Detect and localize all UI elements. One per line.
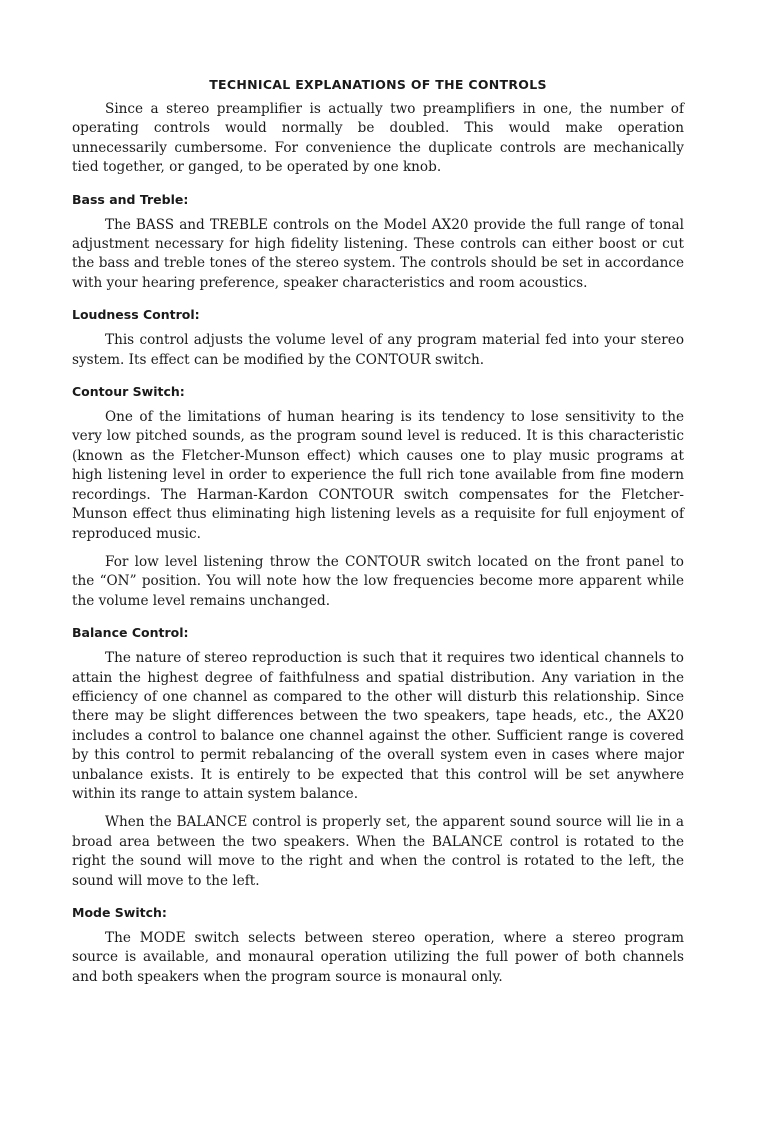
section-heading-loudness: Loudness Control: [72, 307, 200, 323]
loudness-paragraph: This control adjusts the volume level of any program material fed into your stereo system. Its effect can be modified by the CONTOUR switch. [72, 332, 684, 368]
intro-paragraph: Since a stereo preamplifier is actually two preamplifiers in one, the number of operating controls would normally be doubled. This would make operation unnecessarily cumbersome. For convenience the duplicate controls are mechanically tied together, or ganged, to be operated by one knob. [72, 101, 684, 176]
document-page [72, 76, 684, 987]
section-heading-mode: Mode Switch: [72, 905, 167, 920]
section-heading-balance: Balance Control: [72, 625, 189, 641]
balance-paragraph-1: The nature of stereo reproduction is such that it requires two identical channels to attain the highest degree of faithfulness and spatial distribution. Any variation in the efficiency of one channel as compared to the other will disturb this relationship. Since there may be slight differences between the two speakers, tape heads, etc., the AX20 includes a control to balance one channel against the other. Sufficient range is covered by this control to permit rebalancing of the overall system even in cases where major unbalance exists. It is entirely to be expected that this control will be set anywhere within its range to attain system balance. [72, 650, 684, 802]
section-heading-contour: Contour Switch: [72, 384, 185, 400]
section-heading-bass-treble: Bass and Treble: [72, 191, 189, 207]
contour-paragraph-2: For low level listening throw the CONTOUR switch located on the front panel to the “ON” position. You will note how the low frequencies become more apparent while the volume level remains unchanged. [72, 553, 684, 609]
balance-paragraph-2: When the BALANCE control is properly set, the apparent sound source will lie in a broad area between the two speakers. When the BALANCE control is rotated to the right the sound will move to the right and when the control is rotated to the left, the sound will move to the left. [72, 814, 684, 889]
mode-paragraph: The MODE switch selects between stereo operation, where a stereo program source is available, and monaural operation utilizing the full power of both channels and both speakers when the program source is monaural only. [72, 930, 684, 985]
contour-paragraph-1: One of the limitations of human hearing is its tendency to lose sensitivity to the very low pitched sounds, as the program sound level is reduced. It is this characteristic (known as the Fletcher-Munson effect) which causes one to play music programs at high listening level in order to experience the full rich tone available from fine modern recordings. The Harman-Kardon CONTOUR switch compensates for the Fletcher-Munson effect thus eliminating high listening levels as a requisite for full enjoyment of reproduced music. [72, 409, 684, 542]
page-title: TECHNICAL EXPLANATIONS OF THE CONTROLS [209, 77, 547, 92]
bass-treble-paragraph: The BASS and TREBLE controls on the Model AX20 provide the full range of tonal adjustment necessary for high fidelity listening. These controls can either boost or cut the bass and treble tones of the stereo system. The controls should be set in accordance with your hearing preference, speaker characteristics and room acoustics. [72, 216, 684, 291]
